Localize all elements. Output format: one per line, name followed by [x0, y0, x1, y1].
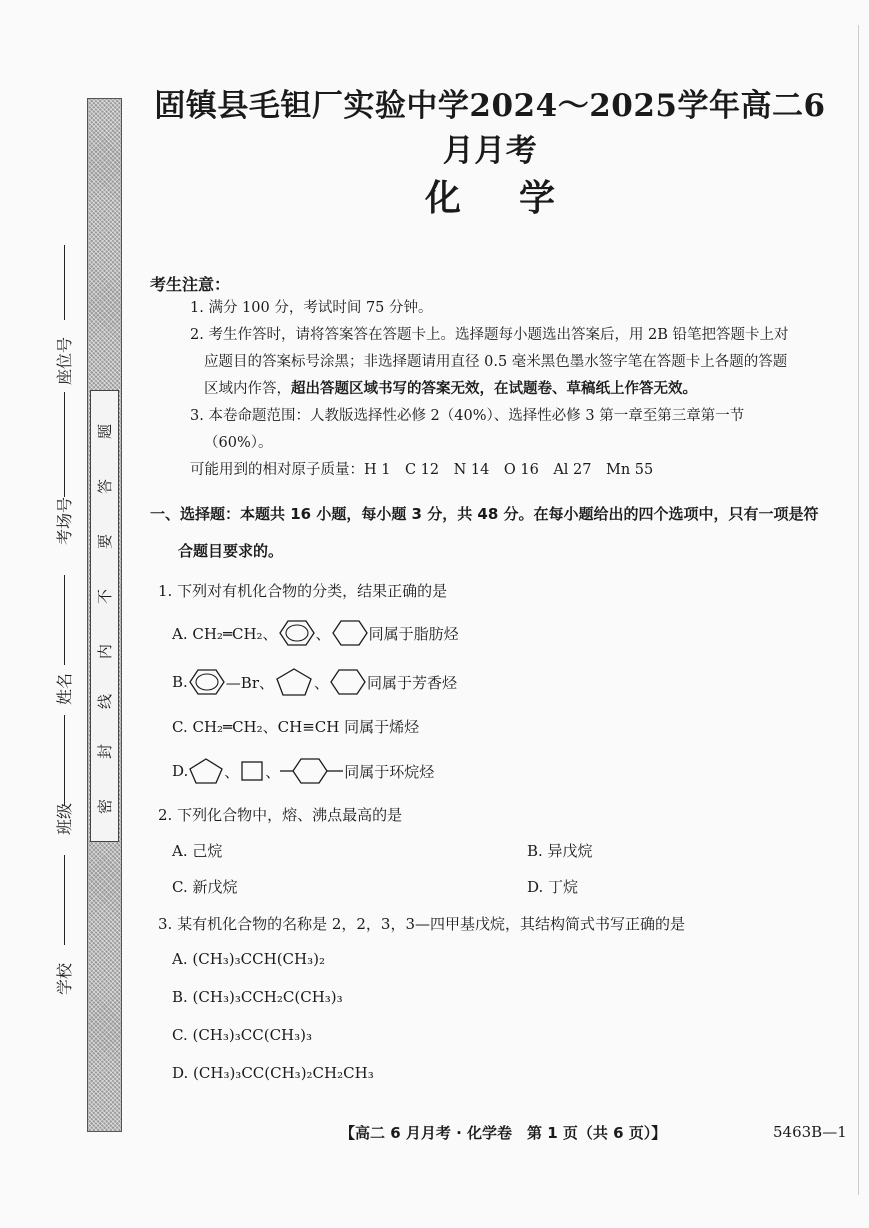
name-label: 姓名 [55, 672, 74, 705]
option-b-prefix: B. [172, 673, 188, 691]
room-line [64, 392, 65, 497]
class-label: 班级 [55, 802, 74, 835]
section-heading-cont: 合题目要求的。 [178, 542, 284, 560]
exam-title: 固镇县毛钽厂实验中学2024～2025学年高二6月月考 [154, 88, 826, 169]
name-line [64, 575, 65, 665]
option-a-suffix: 同属于脂肪烃 [368, 624, 459, 643]
question-1-stem: 1. 下列对有机化合物的分类，结果正确的是 [158, 582, 448, 600]
question-2-option-b: B. 异戊烷 [527, 842, 593, 860]
question-2-option-a: A. 己烷 [172, 842, 223, 860]
school-label: 学校 [55, 962, 74, 995]
dimethylcyclohexane-icon [280, 757, 344, 785]
option-d-suffix: 同属于环烷烃 [344, 762, 435, 781]
option-d-sep: 、 [265, 762, 281, 781]
question-3-option-b: B. (CH₃)₃CCH₂C(CH₃)₃ [172, 988, 343, 1006]
question-1-option-a [172, 619, 459, 647]
question-2-option-d: D. 丁烷 [527, 878, 579, 896]
notice-item-2-cont: 应题目的答案标号涂黑；非选择题请用直径 0.5 毫米黑色墨水签字笔在答题卡上各题的答题 [204, 354, 788, 370]
option-b-sep: 、 [314, 673, 330, 692]
notice-item-2-cont2 [190, 376, 789, 403]
seat-label: 座位号 [55, 336, 74, 385]
atomic-masses: 可能用到的相对原子质量：H 1 C 12 N 14 O 16 Al 27 Mn 55 [190, 462, 654, 478]
page-edge [858, 25, 859, 1195]
room-label: 考场号 [55, 496, 74, 545]
question-2-stem: 2. 下列化合物中，熔、沸点最高的是 [158, 806, 403, 824]
option-a-prefix: A. CH₂═CH₂、 [172, 624, 278, 643]
option-d-prefix: D. [172, 762, 189, 780]
option-a-sep: 、 [315, 624, 331, 643]
seal-char: 密 [96, 799, 114, 815]
cyclopentane-icon [188, 757, 224, 785]
seal-char: 要 [96, 534, 114, 550]
page-footer: 【高二 6 月月考 · 化学卷 第 1 页（共 6 页）】 [340, 1124, 667, 1142]
question-1-option-d [172, 756, 434, 786]
question-1-option-b [172, 667, 457, 697]
notice-item-1: 1. 满分 100 分，考试时间 75 分钟。 [190, 300, 433, 316]
notice-emphasis: 超出答题区域书写的答案无效，在试题卷、草稿纸上作答无效。 [291, 381, 697, 397]
notice-plain: 区域内作答， [204, 381, 291, 397]
cyclobutane-icon [239, 759, 265, 783]
seat-line [64, 245, 65, 320]
question-2-option-c: C. 新戊烷 [172, 878, 238, 896]
cyclopentane-icon [274, 667, 314, 697]
cyclohexane-icon [329, 668, 367, 696]
class-line [64, 715, 65, 805]
seal-char: 不 [96, 589, 114, 605]
seal-char: 内 [96, 644, 114, 660]
seal-char: 答 [96, 479, 114, 495]
option-d-sep: 、 [224, 762, 240, 781]
benzene-icon [188, 668, 226, 696]
question-3-option-a: A. (CH₃)₃CCH(CH₃)₂ [172, 950, 325, 968]
question-3-stem: 3. 某有机化合物的名称是 2，2，3，3—四甲基戊烷，其结构简式书写正确的是 [158, 915, 686, 933]
option-b-bromo: —Br、 [225, 673, 274, 692]
paper-code: 5463B—1 [773, 1123, 847, 1141]
question-3-option-d: D. (CH₃)₃CC(CH₃)₂CH₂CH₃ [172, 1064, 374, 1082]
notice-item-2: 2. 考生作答时，请将答案答在答题卡上。选择题每小题选出答案后，用 2B 铅笔把答题卡上对 [190, 327, 789, 343]
notice-item-3-cont: （60%）。 [204, 435, 273, 451]
notice-heading: 考生注意： [150, 275, 231, 294]
seal-char: 线 [96, 694, 114, 710]
section-heading: 一、选择题：本题共 16 小题，每小题 3 分，共 48 分。在每小题给出的四个选项中，只有一项是符 [150, 505, 819, 523]
subject-title: 化学 [424, 177, 613, 219]
seal-char: 题 [96, 424, 114, 440]
seal-char: 封 [96, 744, 114, 760]
notice-list [190, 295, 789, 484]
option-b-suffix: 同属于芳香烃 [367, 673, 458, 692]
question-3-option-c: C. (CH₃)₃CC(CH₃)₃ [172, 1026, 313, 1044]
notice-item-3: 3. 本卷命题范围：人教版选择性必修 2（40%）、选择性必修 3 第一章至第三章第一节 [190, 408, 745, 424]
cyclohexane-icon [331, 619, 369, 647]
benzene-icon [278, 619, 316, 647]
question-1-option-c: C. CH₂═CH₂、CH≡CH 同属于烯烃 [172, 718, 420, 736]
seal-line-box [90, 390, 119, 842]
school-line [64, 855, 65, 945]
